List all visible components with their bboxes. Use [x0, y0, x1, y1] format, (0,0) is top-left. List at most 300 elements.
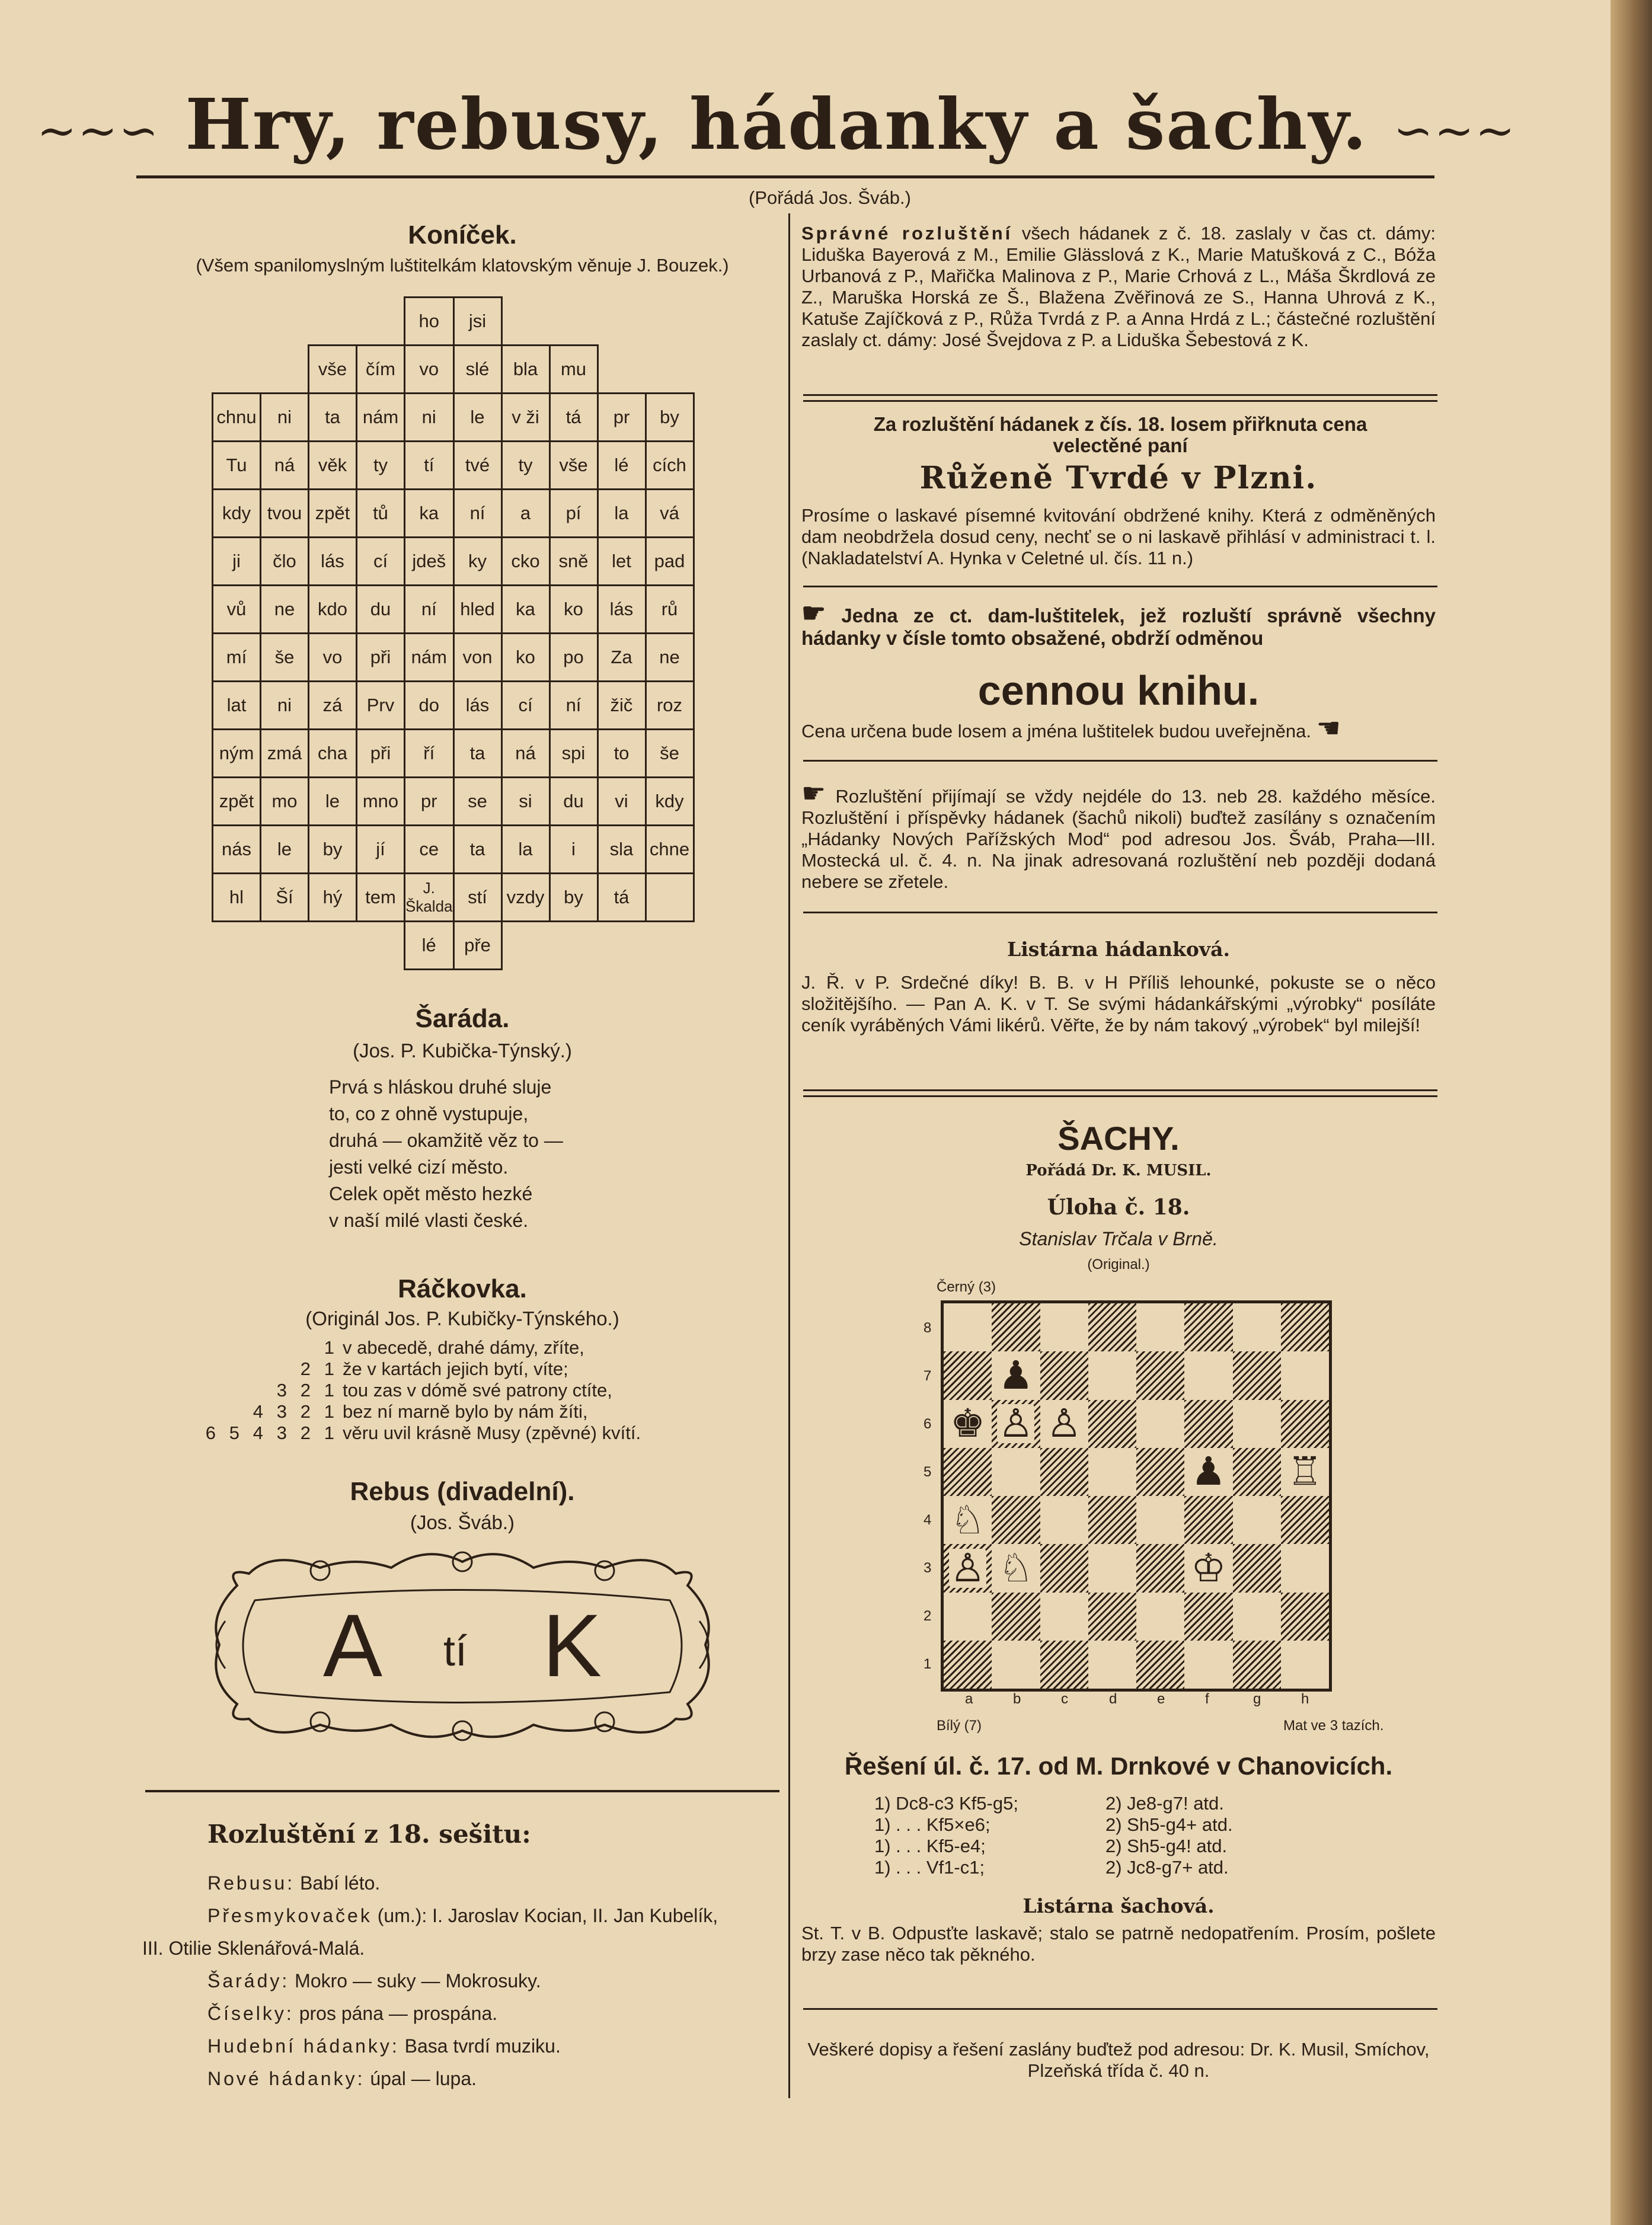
knight-grid-cell: lat: [213, 682, 261, 730]
rackovka-author: (Originál Jos. P. Kubičky-Týnského.): [305, 1307, 619, 1329]
knight-grid-cell: ta: [309, 394, 357, 442]
knight-grid-cell: ne: [646, 634, 694, 682]
rank-label: 4: [924, 1512, 932, 1528]
rebus-letter-k: K: [542, 1596, 602, 1695]
knight-grid-cell: tvou: [261, 490, 309, 538]
rank-labels: [924, 1303, 935, 1689]
board-square: [1136, 1593, 1184, 1641]
rozlusteni-text: Basa tvrdí muziku.: [399, 2035, 561, 2057]
file-label: g: [1253, 1691, 1261, 1707]
knight-grid-cell: rů: [646, 586, 694, 634]
board-square: [1088, 1496, 1136, 1544]
board-square: [944, 1641, 992, 1689]
solution-reply: 2) Sh5-g4+ atd.: [1105, 1814, 1233, 1835]
knight-grid-cell: let: [597, 538, 646, 586]
rackovka-number: 6: [205, 1422, 216, 1443]
konicek-title: Koníček.: [408, 220, 517, 250]
rozlusteni-text: III. Otilie Sklenářová-Malá.: [142, 1938, 365, 1959]
solution-row: [874, 1836, 1408, 1857]
knight-grid-cell: [597, 922, 646, 970]
rules-paragraph: [801, 778, 1436, 893]
chess-piece: ♖: [1287, 1449, 1322, 1495]
rozlusteni-item: [142, 1932, 782, 1965]
knight-grid-cell: člo: [261, 538, 309, 586]
rule-3: [803, 760, 1437, 762]
rackovka-number: 2: [300, 1401, 311, 1422]
knight-grid-cell: [646, 922, 694, 970]
board-square: [1088, 1400, 1136, 1448]
rackovka-number: 1: [324, 1380, 334, 1401]
knight-grid-cell: by: [309, 826, 357, 874]
knight-grid-cell: [646, 346, 694, 394]
chess-piece: ♙: [1046, 1401, 1082, 1447]
chess-board: [941, 1300, 1332, 1692]
knight-grid-row: [213, 538, 694, 586]
knight-grid-cell: nám: [357, 394, 405, 442]
knight-grid-cell: [213, 346, 261, 394]
knight-grid-cell: kdy: [213, 490, 261, 538]
knight-grid-cell: [357, 922, 405, 970]
board-square: [1281, 1544, 1329, 1592]
board-square: [1184, 1496, 1232, 1544]
knight-grid-row: [213, 298, 694, 346]
listarna-chess-text: St. T. v B. Odpusťte laskavě; stalo se patrně nedopatřením. Prosím, pošlete brzy zase něco tak pěkného.: [801, 1923, 1436, 1965]
solution-row: [874, 1793, 1408, 1814]
knight-grid-cell: jí: [357, 826, 405, 874]
rackovka-number: 4: [253, 1422, 263, 1443]
solution-row: [874, 1857, 1408, 1878]
chess-piece: ♘: [950, 1497, 986, 1543]
knight-grid-cell: tvé: [453, 442, 501, 490]
rebus-syllable: tí: [443, 1628, 468, 1675]
knight-grid-cell: [597, 346, 646, 394]
board-square: [1281, 1351, 1329, 1399]
poem-line: v naší milé vlasti české.: [329, 1210, 529, 1231]
rule-5b: [803, 1095, 1437, 1097]
knight-grid-cell: po: [549, 634, 597, 682]
rozlusteni-item: [142, 2063, 782, 2095]
rackovka-number: 3: [276, 1401, 287, 1422]
knight-grid-cell: nám: [405, 634, 454, 682]
spravne-text: všech hádanek z č. 18. zaslaly v čas ct. dámy: Liduška Bayerová z M., Emilie Glässlová z K., Marie Matušková z C., Bóža Urbanová z P., Mařička Malinova z P., Marie Crhová z L., Máša Škrdlová ze Z., Maruška Horská ze Š., Blažena Zvěřinová ze S., Hanna Uhrová z K., Katuše Zajíčková z P., Růža Tvrdá z P. a Anna Hrdá z L.; částečné rozluštění zaslaly ct. dámy: José Švejdova z P. a Liduška Šebestová z K.: [801, 223, 1436, 350]
board-square: [1184, 1544, 1232, 1592]
rackovka-number: 3: [276, 1422, 287, 1443]
rackovka-number: 2: [300, 1380, 311, 1401]
knight-grid-cell: slé: [453, 346, 501, 394]
knight-grid-cell: ko: [501, 634, 549, 682]
knight-grid-cell: při: [357, 634, 405, 682]
knight-grid-cell: la: [501, 826, 549, 874]
rozlusteni-text: Mokro — suky — Mokrosuky.: [289, 1970, 541, 1991]
listarna-chess-title: Listárna šachová.: [1022, 1894, 1215, 1917]
knight-grid-cell: ka: [501, 586, 549, 634]
board-square: [1040, 1544, 1088, 1592]
board-square: [1281, 1303, 1329, 1351]
board-square: [1136, 1448, 1184, 1496]
goal-label: Mat ve 3 tazích.: [1283, 1718, 1384, 1734]
knight-grid-cell: ne: [261, 586, 309, 634]
board-square: [1281, 1593, 1329, 1641]
board-square: [992, 1400, 1040, 1448]
knight-grid-cell: jsi: [453, 298, 501, 346]
organizer: (Pořádá Jos. Šváb.): [749, 187, 911, 208]
knight-grid-cell: čím: [357, 346, 405, 394]
rackovka-number: [243, 1337, 267, 1358]
rozlusteni-text: pros pána — prospána.: [293, 2003, 498, 2024]
pointing-hand-icon: ☛: [801, 597, 826, 628]
solution-row: [874, 1814, 1408, 1836]
board-square: [1088, 1448, 1136, 1496]
rackovka-table: [196, 1337, 646, 1444]
board-square: [1233, 1544, 1281, 1592]
board-square: [1233, 1641, 1281, 1689]
ornament-left-icon: ~~∽: [37, 103, 160, 158]
board-square: [944, 1496, 992, 1544]
knight-grid-cell: le: [309, 778, 357, 826]
rank-label: 6: [924, 1416, 932, 1432]
solution-move: 1) Dc8-c3 Kf5-g5;: [874, 1793, 1018, 1814]
knight-grid-cell: du: [357, 586, 405, 634]
knight-grid-cell: pr: [597, 394, 646, 442]
knight-grid-cell: vo: [309, 634, 357, 682]
knight-grid-cell: ni: [261, 394, 309, 442]
board-square: [1233, 1448, 1281, 1496]
board-square: [992, 1544, 1040, 1592]
knight-grid-cell: ty: [501, 442, 549, 490]
rackovka-line: věru uvil krásně Musy (zpěvné) kvítí.: [343, 1422, 641, 1443]
knight-grid-cell: nás: [213, 826, 261, 874]
rackovka-number: [219, 1401, 243, 1422]
knight-grid-cell: sně: [549, 538, 597, 586]
board-square: [1281, 1496, 1329, 1544]
rackovka-number: [290, 1337, 314, 1358]
solution-reply: 2) Jc8-g7+ atd.: [1105, 1857, 1229, 1878]
board-square: [1233, 1400, 1281, 1448]
knight-grid-cell: Prv: [357, 682, 405, 730]
knight-grid-cell: ní: [453, 490, 501, 538]
rackovka-number: 2: [300, 1358, 311, 1379]
knight-grid-cell: [261, 346, 309, 394]
knight-grid-cell: hl: [213, 874, 261, 922]
knight-grid-cell: J. Škalda: [405, 874, 454, 922]
sarada-title: Šaráda.: [415, 1004, 510, 1033]
ornament-right-icon: ∽~~: [1393, 103, 1516, 158]
board-square: [1184, 1448, 1232, 1496]
rozlusteni-label: Šarády:: [207, 1970, 290, 1991]
rozlusteni-label: Rebusu:: [207, 1872, 295, 1894]
board-square: [1136, 1641, 1184, 1689]
rackovka-line: bez ní marně bylo by nám žíti,: [343, 1401, 588, 1422]
knight-grid-cell: ky: [453, 538, 501, 586]
knight-grid-cell: [549, 298, 597, 346]
knight-grid-cell: cko: [501, 538, 549, 586]
rackovka-number: 1: [324, 1401, 334, 1422]
knight-grid-cell: pr: [405, 778, 454, 826]
board-square: [1040, 1593, 1088, 1641]
board-square: [944, 1351, 992, 1399]
rackovka-number: [196, 1401, 219, 1422]
header-rule: [136, 175, 1434, 178]
knight-grid-cell: stí: [453, 874, 501, 922]
board-square: [1088, 1544, 1136, 1592]
solution-reply: 2) Sh5-g4! atd.: [1105, 1836, 1228, 1856]
poem-line: Prvá s hláskou druhé sluje: [329, 1076, 552, 1098]
knight-grid-cell: [357, 298, 405, 346]
chess-address: Veškeré dopisy a řešení zaslány buďtež pod adresou: Dr. K. Musil, Smíchov, Plzeňská třída č. 40 n.: [807, 2039, 1430, 2081]
rozlusteni-list: [142, 1867, 782, 2095]
knight-grid-cell: vo: [405, 346, 454, 394]
chess-piece: ♙: [998, 1401, 1034, 1447]
knight-grid-cell: vi: [597, 778, 646, 826]
knight-grid-cell: ty: [357, 442, 405, 490]
board-square: [1040, 1303, 1088, 1351]
board-square: [1040, 1496, 1088, 1544]
knight-grid-cell: sla: [597, 826, 646, 874]
knight-grid-cell: mí: [213, 634, 261, 682]
knight-grid-cell: ni: [405, 394, 454, 442]
knight-grid-cell: jdeš: [405, 538, 454, 586]
knight-grid-cell: [501, 298, 549, 346]
file-label: a: [965, 1691, 973, 1707]
knight-grid-cell: v ži: [501, 394, 549, 442]
board-square: [1184, 1351, 1232, 1399]
board-square: [1040, 1400, 1088, 1448]
knight-grid-cell: ce: [405, 826, 454, 874]
knight-grid-cell: to: [597, 730, 646, 778]
prize-head: Za rozluštění hádanek z čís. 18. losem přiřknuta cena velectěné paní: [873, 413, 1367, 456]
rank-label: 3: [924, 1560, 932, 1576]
rank-label: 5: [924, 1464, 932, 1480]
chess-title: ŠACHY.: [1057, 1120, 1180, 1157]
rules-hand-icon: ☛: [801, 778, 826, 808]
column-divider: [788, 213, 790, 2098]
rackovka-title: Ráčkovka.: [398, 1274, 527, 1303]
knight-grid-row: [213, 346, 694, 394]
board-square: [944, 1448, 992, 1496]
black-label: Černý (3): [937, 1279, 996, 1295]
knight-grid-cell: ta: [453, 826, 501, 874]
knight-grid-cell: do: [405, 682, 454, 730]
knight-grid-cell: ným: [213, 730, 261, 778]
white-label: Bílý (7): [937, 1718, 982, 1734]
knight-grid-cell: še: [646, 730, 694, 778]
knight-grid-cell: roz: [646, 682, 694, 730]
board-square: [1233, 1303, 1281, 1351]
rackovka-row: [196, 1401, 646, 1422]
offer-note: Cena určena bude losem a jména luštitelek budou uveřejněna.: [801, 721, 1311, 741]
knight-grid-cell: ná: [501, 730, 549, 778]
rackovka-line: v abecedě, drahé dámy, zříte,: [343, 1337, 584, 1358]
knight-grid-cell: hý: [309, 874, 357, 922]
rackovka-number: 1: [324, 1422, 334, 1443]
knight-grid-cell: Tu: [213, 442, 261, 490]
board-square: [1233, 1496, 1281, 1544]
board-square: [1281, 1641, 1329, 1689]
knight-grid-cell: zpět: [309, 490, 357, 538]
rozlusteni-label: Přesmykovaček: [207, 1905, 372, 1926]
knight-grid-cell: tem: [357, 874, 405, 922]
poem-line: jesti velké cizí město.: [329, 1156, 509, 1178]
knight-grid-cell: zá: [309, 682, 357, 730]
knight-grid-cell: lás: [597, 586, 646, 634]
knight-grid-cell: [261, 298, 309, 346]
knight-grid-row: [213, 826, 694, 874]
knight-grid-cell: ní: [549, 682, 597, 730]
knight-grid-cell: Ší: [261, 874, 309, 922]
board-square: [944, 1544, 992, 1592]
board-square: [1136, 1351, 1184, 1399]
offer-paragraph: [801, 597, 1436, 650]
solution-move: 1) . . . Vf1-c1;: [874, 1857, 985, 1878]
rozlusteni-item: [142, 1900, 782, 1932]
poem-line: druhá — okamžitě věz to —: [329, 1130, 563, 1151]
offer-text: Jedna ze ct. dam-luštitelek, jež rozluští správně všechny hádanky v čísle tomto obsažené, obdrží odměnou: [801, 605, 1436, 649]
rackovka-number: [267, 1358, 290, 1380]
rozlusteni-label: Číselky:: [207, 2003, 294, 2024]
board-square: [992, 1593, 1040, 1641]
chess-organizer: Pořádá Dr. K. MUSIL.: [1025, 1162, 1212, 1179]
rackovka-number: [219, 1337, 243, 1358]
knight-grid-cell: vů: [213, 586, 261, 634]
knight-grid-cell: pře: [453, 922, 501, 970]
rackovka-number: 1: [324, 1337, 334, 1358]
knight-grid-cell: vá: [646, 490, 694, 538]
knight-grid-cell: tí: [405, 442, 454, 490]
board-square: [992, 1351, 1040, 1399]
knight-grid-row: [213, 586, 694, 634]
rule-5: [803, 1089, 1437, 1091]
knight-grid-cell: mo: [261, 778, 309, 826]
rackovka-number: [196, 1358, 219, 1380]
spravne-paragraph: [801, 223, 1436, 351]
knight-grid-cell: pad: [646, 538, 694, 586]
knight-grid-row: [213, 922, 694, 970]
knight-grid-cell: ko: [549, 586, 597, 634]
knight-grid-cell: [309, 298, 357, 346]
spravne-lead: Správné rozluštění: [801, 223, 1013, 244]
board-square: [1088, 1641, 1136, 1689]
board-square: [1136, 1400, 1184, 1448]
file-label: b: [1013, 1691, 1021, 1707]
rule-2: [803, 586, 1437, 587]
board-square: [1088, 1351, 1136, 1399]
rebus-letter-a: A: [323, 1596, 383, 1695]
knight-grid-cell: lás: [453, 682, 501, 730]
board-square: [944, 1303, 992, 1351]
file-label: f: [1205, 1691, 1209, 1707]
file-label: d: [1109, 1691, 1117, 1707]
rozlusteni-item: [142, 2030, 782, 2063]
rackovka-number: 1: [324, 1358, 334, 1379]
board-square: [1040, 1641, 1088, 1689]
knight-grid-cell: [309, 922, 357, 970]
rank-label: 8: [924, 1320, 932, 1336]
knight-grid-row: [213, 442, 694, 490]
listarna-text: J. Ř. v P. Srdečné díky! B. B. v H Příliš lehounké, pokuste se o něco složitějšího. — Pan A. K. v T. Se svými hádankářskými „výrobky“ posíláte ceník vyráběných Vámi likérů. Věřte, že by nám takový „výrobek“ byl milejší!: [801, 972, 1436, 1035]
rebus-title: Rebus (divadelní).: [350, 1477, 575, 1506]
sarada-poem: [329, 1074, 685, 1234]
knight-grid-cell: mu: [549, 346, 597, 394]
chess-piece: ♟: [1191, 1449, 1226, 1495]
rozlusteni-title: Rozluštění z 18. sešitu:: [207, 1820, 531, 1849]
page-title: [0, 83, 1553, 165]
knight-grid-row: [213, 682, 694, 730]
board-square: [1136, 1496, 1184, 1544]
chess-problem: Úloha č. 18.: [1047, 1195, 1190, 1220]
file-label: c: [1061, 1691, 1068, 1707]
rackovka-row: [196, 1422, 646, 1444]
rozlusteni-text: úpal — lupa.: [365, 2068, 477, 2089]
board-square: [1088, 1593, 1136, 1641]
knight-grid-cell: vzdy: [501, 874, 549, 922]
solution-move: 1) . . . Kf5×e6;: [874, 1814, 990, 1835]
rackovka-number: [196, 1380, 219, 1401]
chess-piece: ♚: [950, 1401, 986, 1447]
chess-piece: ♔: [1191, 1545, 1226, 1591]
rackovka-number: [219, 1380, 243, 1401]
chess-piece: ♘: [998, 1545, 1034, 1591]
rackovka-number: [243, 1380, 267, 1401]
knight-grid-cell: i: [549, 826, 597, 874]
board-square: [1233, 1351, 1281, 1399]
solution-list: [874, 1793, 1408, 1878]
knight-grid-cell: ta: [453, 730, 501, 778]
knight-grid-cell: a: [501, 490, 549, 538]
rule-4: [803, 912, 1437, 913]
board-square: [1136, 1544, 1184, 1592]
poem-line: to, co z ohně vystupuje,: [329, 1103, 529, 1124]
poem-line: Celek opět město hezké: [329, 1183, 533, 1204]
knight-grid-cell: vše: [549, 442, 597, 490]
board-square: [1136, 1303, 1184, 1351]
offer-note-row: [801, 712, 1436, 743]
knight-grid-cell: ji: [213, 538, 261, 586]
board-square: [1233, 1593, 1281, 1641]
knight-grid-cell: le: [261, 826, 309, 874]
file-labels: [944, 1691, 1329, 1706]
knight-grid-cell: ní: [405, 586, 454, 634]
offer-book: cennou knihu.: [977, 667, 1260, 714]
knight-grid-cell: cí: [501, 682, 549, 730]
prize-name: Růženě Tvrdé v Plzni.: [919, 460, 1318, 496]
board-square: [944, 1593, 992, 1641]
rackovka-number: [267, 1337, 290, 1358]
knight-grid-cell: se: [453, 778, 501, 826]
board-square: [992, 1448, 1040, 1496]
knight-grid-cell: chnu: [213, 394, 261, 442]
knight-grid-cell: [213, 922, 261, 970]
knight-grid-cell: ří: [405, 730, 454, 778]
board-square: [1281, 1448, 1329, 1496]
knight-grid-cell: kdy: [646, 778, 694, 826]
prize-text: Prosíme o laskavé písemné kvitování obdržené knihy. Která z odměněných dam neobdržela dosud ceny, nechť se o ni laskavě přihlásí v administraci t. l. (Nakladatelství A. Hynka v Celetné ul. čís. 11 n.): [801, 505, 1436, 568]
rozlusteni-item: [142, 1997, 782, 2030]
chess-author: Stanislav Trčala v Brně.: [1019, 1228, 1218, 1249]
knight-grid-cell: tů: [357, 490, 405, 538]
solution-move: 1) . . . Kf5-e4;: [874, 1836, 986, 1856]
knight-grid-row: [213, 490, 694, 538]
rozlusteni-item: [142, 1867, 782, 1900]
book-binding: [1611, 0, 1652, 2225]
board-square: [992, 1496, 1040, 1544]
pointing-hand-left-icon: ☚: [1316, 712, 1341, 743]
knight-grid-cell: še: [261, 634, 309, 682]
knight-grid-cell: tá: [597, 874, 646, 922]
rule-1: [803, 394, 1437, 396]
board-square: [1184, 1641, 1232, 1689]
board-square: [1088, 1303, 1136, 1351]
rules-text: Rozluštění přijímají se vždy nejdéle do 13. neb 28. každého měsíce. Rozluštění i příspěvky hádanek (šachů nikoli) buďtež zasílány s označením „Hádanky Nových Pařížských Mod“ pod adresou Jos. Šváb, Praha—III. Mostecká ul. č. 4. n. Na jinak adresovaná rozluštění neb později dodaná nebere se zřetele.: [801, 786, 1436, 892]
